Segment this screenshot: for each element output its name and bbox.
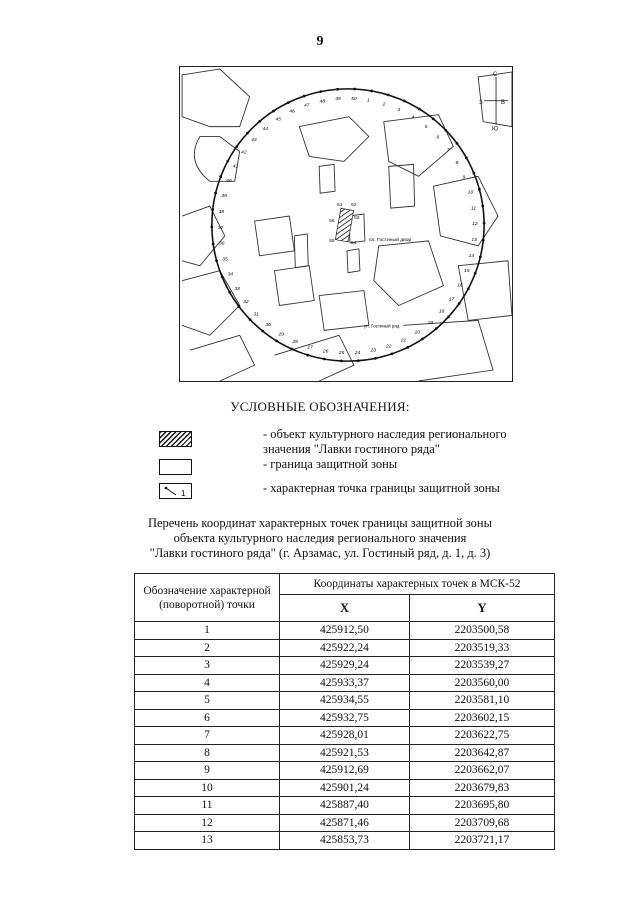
- boundary-point: [336, 88, 339, 91]
- boundary-point: [290, 348, 293, 351]
- x-cell: 425934,55: [280, 692, 410, 710]
- boundary-point: [472, 172, 475, 175]
- boundary-point-label: 29: [278, 332, 284, 338]
- boundary-point: [478, 188, 481, 191]
- coordinates-table: [134, 573, 555, 850]
- boundary-point: [387, 94, 390, 97]
- boundary-point-label: 27: [307, 345, 313, 351]
- x-cell: 425887,40: [280, 797, 410, 815]
- coordinates-table-body: [135, 622, 555, 850]
- boundary-point: [481, 205, 484, 208]
- boundary-point-label: 34: [227, 272, 233, 278]
- y-cell: 2203679,83: [409, 779, 554, 797]
- boundary-point: [303, 95, 306, 98]
- legend-point-symbol: [159, 483, 192, 499]
- boundary-point-label: 45: [275, 117, 281, 123]
- boundary-point: [306, 354, 309, 357]
- table-row: [135, 727, 555, 745]
- col-group-header: Координаты характерных точек в МСК-52: [280, 574, 555, 595]
- table-row: [135, 709, 555, 727]
- boundary-point: [483, 222, 486, 225]
- boundary-point: [219, 175, 222, 178]
- boundary-point: [403, 100, 406, 103]
- map-street-label: пл. Гостиный двор: [368, 237, 412, 243]
- boundary-point: [421, 337, 424, 340]
- boundary-point-label: 11: [471, 206, 477, 212]
- boundary-point-label: 9: [462, 175, 466, 181]
- boundary-point-label: 31: [253, 312, 260, 318]
- boundary-point-label: 33: [234, 286, 240, 292]
- boundary-point-label: 35: [222, 257, 228, 263]
- page-number: 9: [316, 34, 324, 49]
- boundary-point-label: 16: [457, 283, 463, 289]
- x-cell: 425901,24: [280, 779, 410, 797]
- x-cell: 425871,46: [280, 814, 410, 832]
- boundary-point: [214, 192, 217, 195]
- boundary-point: [246, 132, 249, 135]
- x-cell: 425928,01: [280, 727, 410, 745]
- boundary-point: [235, 145, 238, 148]
- x-cell: 425932,75: [280, 709, 410, 727]
- boundary-point: [210, 225, 213, 228]
- object-point-label: 56: [329, 219, 335, 225]
- boundary-point-label: 30: [265, 323, 271, 329]
- legend-item-point: [0, 481, 640, 503]
- boundary-point: [221, 275, 224, 278]
- boundary-point: [212, 243, 215, 246]
- boundary-point-label: 26: [322, 349, 329, 355]
- boundary-point: [211, 208, 214, 211]
- boundary-point-label: 7: [446, 147, 450, 153]
- boundary-point-label: 12: [472, 222, 478, 228]
- boundary-point: [226, 160, 229, 163]
- boundary-point-label: 24: [354, 350, 361, 356]
- compass-south: Ю: [492, 126, 499, 133]
- boundary-point: [482, 239, 485, 242]
- boundary-point-label: 47: [303, 103, 310, 109]
- boundary-point-label: 22: [386, 344, 392, 350]
- boundary-point-label: 39: [221, 194, 227, 200]
- x-cell: 425912,69: [280, 762, 410, 780]
- y-cell: 2203581,10: [409, 692, 554, 710]
- table-row: [135, 744, 555, 762]
- caption-line-2: объекта культурного наследия регионального значения: [173, 531, 467, 545]
- table-row: [135, 639, 555, 657]
- y-cell: 2203539,27: [409, 657, 554, 675]
- compass-east: В: [501, 99, 505, 106]
- boundary-point: [353, 88, 356, 91]
- boundary-point: [374, 357, 377, 360]
- boundary-point-label: 17: [448, 297, 455, 303]
- boundary-point: [249, 318, 252, 321]
- y-cell: 2203622,75: [409, 727, 554, 745]
- boundary-point: [435, 327, 438, 330]
- table-caption: [0, 516, 640, 561]
- point-cell: 7: [135, 727, 280, 745]
- col-y-header: Y: [409, 595, 554, 622]
- y-cell: 2203721,17: [409, 832, 554, 850]
- caption-line-3: "Лавки гостиного ряда" (г. Арзамас, ул. Гостиный ряд, д. 1, д. 3): [149, 546, 491, 560]
- boundary-point: [391, 352, 394, 355]
- point-cell: 6: [135, 709, 280, 727]
- boundary-point-label: 19: [427, 320, 433, 326]
- legend-boundary-symbol: [159, 459, 192, 475]
- site-plan-svg: [180, 67, 512, 381]
- boundary-point: [275, 340, 278, 343]
- x-cell: 425929,24: [280, 657, 410, 675]
- table-row: [135, 622, 555, 640]
- boundary-point-label: 5: [424, 124, 428, 130]
- boundary-point-label: 23: [370, 348, 377, 354]
- boundary-point-label: 28: [292, 339, 298, 345]
- boundary-point: [370, 90, 373, 93]
- y-cell: 2203709,68: [409, 814, 554, 832]
- boundary-point: [467, 287, 470, 290]
- point-cell: 13: [135, 832, 280, 850]
- boundary-point-label: 46: [289, 109, 295, 115]
- boundary-point-label: 32: [243, 300, 249, 306]
- boundary-point-label: 48: [319, 99, 325, 105]
- boundary-point: [357, 359, 360, 362]
- compass-west: З: [479, 99, 483, 106]
- boundary-point: [258, 120, 261, 123]
- legend-item-object: [0, 427, 640, 456]
- boundary-point-label: 44: [262, 127, 269, 133]
- table-row: [135, 797, 555, 815]
- boundary-point-label: 25: [338, 350, 345, 356]
- boundary-point: [474, 272, 477, 275]
- boundary-point-label: 1: [367, 98, 370, 104]
- x-cell: 425933,37: [280, 674, 410, 692]
- boundary-point: [479, 256, 482, 259]
- boundary-point-label: 4: [411, 115, 415, 121]
- map-street-label-2: ул. Гостиный ряд: [363, 323, 400, 329]
- table-row: [135, 814, 555, 832]
- boundary-point: [444, 129, 447, 132]
- boundary-point: [465, 156, 468, 159]
- table-row: [135, 779, 555, 797]
- object-marker: [335, 208, 353, 242]
- y-cell: 2203695,80: [409, 797, 554, 815]
- boundary-point-label: 41: [232, 164, 239, 170]
- boundary-point-label: 14: [468, 253, 475, 259]
- boundary-point-label: 50: [351, 96, 357, 102]
- point-cell: 10: [135, 779, 280, 797]
- y-cell: 2203602,15: [409, 709, 554, 727]
- table-row: [135, 832, 555, 850]
- point-cell: 9: [135, 762, 280, 780]
- boundary-point-label: 2: [382, 102, 386, 108]
- boundary-point: [228, 291, 231, 294]
- object-point-label: 52: [350, 203, 357, 209]
- boundary-point: [418, 108, 421, 111]
- boundary-point: [215, 259, 218, 262]
- boundary-point-label: 13: [471, 238, 477, 244]
- y-cell: 2203500,58: [409, 622, 554, 640]
- boundary-point-label: 15: [463, 269, 470, 275]
- table-row: [135, 674, 555, 692]
- boundary-point: [456, 142, 459, 145]
- boundary-point-label: 10: [467, 190, 474, 196]
- legend-title: УСЛОВНЫЕ ОБОЗНАЧЕНИЯ:: [230, 399, 410, 414]
- point-cell: 2: [135, 639, 280, 657]
- legend-item-object-text: - объект культурного наследия регионального значения "Лавки гостиного ряда": [263, 427, 507, 456]
- x-cell: 425921,53: [280, 744, 410, 762]
- point-cell: 1: [135, 622, 280, 640]
- site-plan-map: [179, 66, 513, 382]
- boundary-point: [458, 302, 461, 305]
- boundary-point-label: 21: [400, 338, 407, 344]
- point-cell: 8: [135, 744, 280, 762]
- boundary-point-label: 38: [218, 209, 225, 215]
- boundary-point-label: 43: [251, 138, 257, 144]
- legend-item-point-text: - характерная точка границы защитной зоны: [263, 481, 500, 495]
- table-row: [135, 762, 555, 780]
- y-cell: 2203560,00: [409, 674, 554, 692]
- table-row: [135, 657, 555, 675]
- point-cell: 11: [135, 797, 280, 815]
- object-point-label: 51: [337, 203, 343, 209]
- boundary-point-label: 49: [335, 97, 341, 103]
- y-cell: 2203662,07: [409, 762, 554, 780]
- boundary-point: [406, 346, 409, 349]
- point-cell: 4: [135, 674, 280, 692]
- boundary-point: [287, 101, 290, 104]
- col-x-header: X: [280, 595, 410, 622]
- boundary-point: [272, 110, 275, 113]
- boundary-point-label: 40: [226, 178, 232, 184]
- x-cell: 425853,73: [280, 832, 410, 850]
- boundary-point: [340, 360, 343, 363]
- compass-north: С: [493, 71, 498, 78]
- caption-line-1: Перечень координат характерных точек границы защитной зоны: [147, 516, 493, 530]
- boundary-point-label: 3: [397, 108, 401, 114]
- point-symbol-label: 1: [181, 489, 186, 498]
- boundary-point: [323, 358, 326, 361]
- x-cell: 425922,24: [280, 639, 410, 657]
- x-cell: 425912,50: [280, 622, 410, 640]
- object-point-label: 55: [329, 238, 335, 244]
- object-point-label: 54: [350, 240, 357, 246]
- object-point-label: 53: [353, 216, 360, 222]
- y-cell: 2203642,87: [409, 744, 554, 762]
- boundary-point: [447, 315, 450, 318]
- legend-item-boundary-text: - граница защитной зоны: [263, 457, 398, 471]
- boundary-point-label: 18: [438, 309, 445, 315]
- point-cell: 12: [135, 814, 280, 832]
- boundary-point: [238, 305, 241, 308]
- legend-hatch-symbol: [159, 431, 192, 447]
- legend-item-boundary: [0, 457, 640, 479]
- boundary-point-label: 8: [455, 161, 459, 167]
- point-symbol-icon: [160, 484, 191, 498]
- boundary-point-label: 6: [436, 135, 440, 141]
- y-cell: 2203519,33: [409, 639, 554, 657]
- boundary-point-label: 36: [219, 241, 225, 247]
- point-cell: 5: [135, 692, 280, 710]
- col-point-header: Обозначение характерной (поворотной) точки: [135, 574, 280, 622]
- boundary-point-label: 37: [217, 225, 224, 231]
- boundary-point: [319, 90, 322, 93]
- point-cell: 3: [135, 657, 280, 675]
- boundary-point: [432, 117, 435, 120]
- boundary-point-label: 20: [414, 330, 421, 336]
- boundary-point: [261, 330, 264, 333]
- table-row: [135, 692, 555, 710]
- boundary-point-label: 42: [241, 150, 247, 156]
